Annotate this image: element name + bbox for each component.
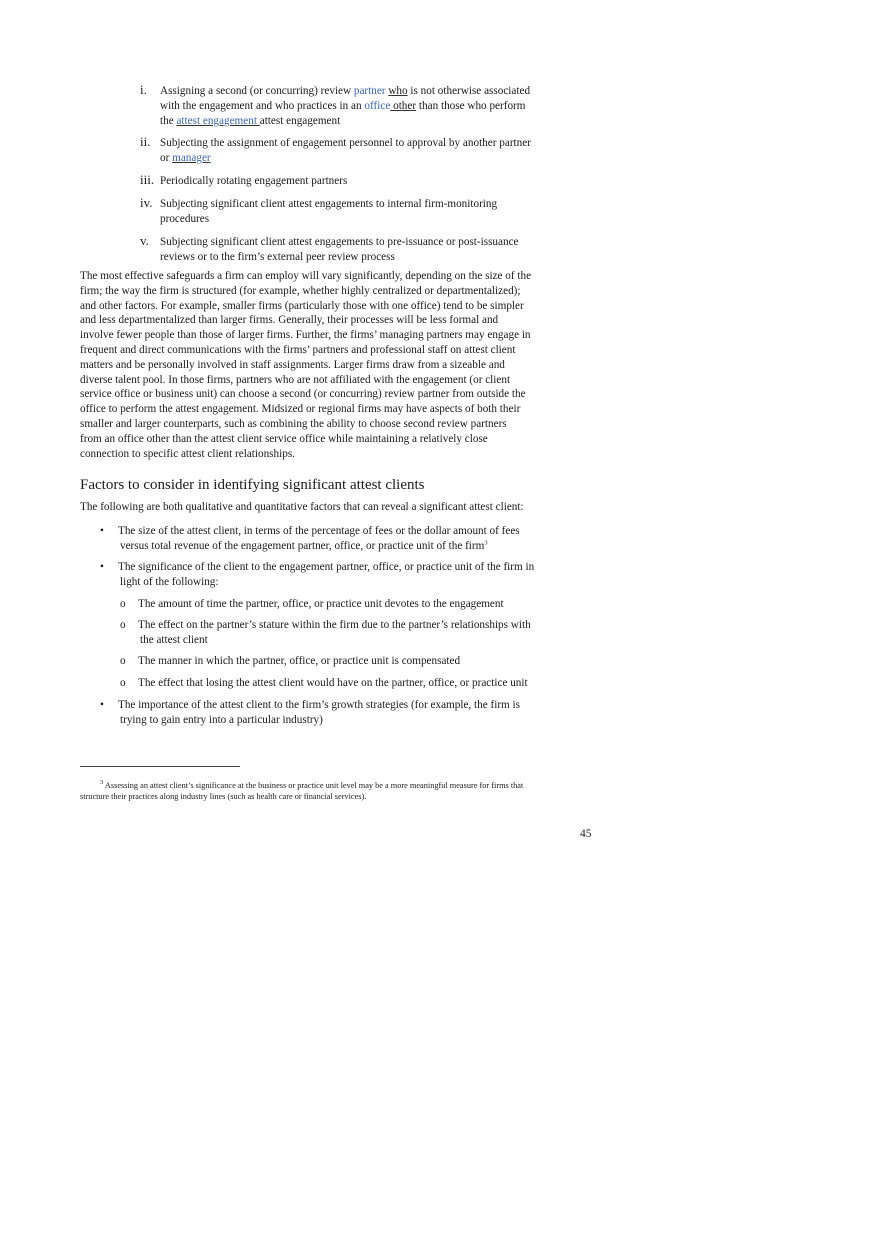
roman-text-line2: or manager	[140, 151, 560, 166]
roman-numeral: iv.	[140, 195, 153, 210]
footnote-divider	[80, 766, 240, 767]
sub-item: o The effect that losing the attest client would have on the partner, office, or practice unit	[120, 677, 528, 689]
link-attest-engagement[interactable]: attest engagement	[176, 115, 260, 127]
bullet-item: • The importance of the attest client to the firm’s growth strategies (for example, the firm is trying to gain entry into a particular industry)	[100, 699, 521, 726]
sub-item: o The manner in which the partner, office, or practice unit is compensated	[120, 655, 461, 667]
sub-item: o The amount of time the partner, office, or practice unit devotes to the engagement	[120, 598, 504, 610]
bullet-marker: •	[100, 699, 104, 711]
sub-marker: o	[120, 598, 126, 610]
sub-marker: o	[120, 619, 126, 631]
roman-text: Assigning a second (or concurring) review partner who is not otherwise associated	[160, 85, 531, 97]
footnote-number: 3	[100, 779, 104, 787]
roman-item-i	[140, 82, 560, 129]
bullet-marker: •	[100, 525, 104, 537]
roman-numeral: v.	[140, 233, 149, 248]
section-heading: Factors to consider in identifying significant attest clients	[80, 477, 425, 493]
body-paragraph: The most effective safeguards a firm can employ will vary significantly, depending on the size of the firm; the way the firm is structured (for example, whether highly centralized or departmentalized); and other factors. For example, smaller firms (particularly those with one office) tend to be simpler and less departmentalized than larger firms. Generally, their processes will be less formal and involve fewer people than those of larger firms. Further, the firms’ managing partners may engage in frequent and direct communications with the firms’ partners and professional staff on attest client matters and be personally involved in staff assignments. Larger firms draw from a sizeable and diverse talent pool. In those firms, partners who are not affiliated with the engagement (or client service office or business unit) can choose a second (or concurring) review partner from outside the office to perform the attest engagement. Midsized or regional firms may have aspects of both their smaller and larger counterparts, such as combining the ability to choose second review partners from an office other than the attest client service office while maintaining a relatively close connection to specific attest client relationships.	[80, 270, 532, 460]
footnote: $^3$ Assessing an attest client’s significance at the business or practice unit level may be a more meaningful measure for firms that structure their practices along industry lines (such as health care or financial services).	[80, 779, 524, 801]
footnote-ref[interactable]: 3	[484, 539, 488, 547]
roman-text-line2: with the engagement and who practices in an office other than those who perform	[160, 100, 526, 112]
roman-item-v: v. Subjecting significant client attest engagements to pre-issuance or post-issuance reviews or to the firm’s external peer review process	[140, 233, 519, 263]
roman-item-iii: iii. Periodically rotating engagement partners	[140, 172, 348, 187]
link-partner[interactable]: partner	[353, 85, 386, 97]
link-manager[interactable]: manager	[172, 152, 211, 164]
page-number: 45	[580, 828, 592, 840]
sub-item: o The effect on the partner’s stature within the firm due to the partner’s relationships with the attest client	[120, 619, 531, 646]
underlined-other: other	[390, 100, 417, 112]
bullet-item: • The significance of the client to the engagement partner, office, or practice unit of the firm in light of the following:	[100, 561, 535, 588]
roman-numeral: iii.	[140, 172, 155, 187]
sub-marker: o	[120, 677, 126, 689]
bullet-item: • The size of the attest client, in terms of the percentage of fees or the dollar amount of fees versus total revenue of the engagement partner, office, or practice unit of the firm$^3$	[100, 525, 520, 552]
bullet-marker: •	[100, 561, 104, 573]
roman-numeral: i.	[140, 82, 147, 97]
roman-item-ii: ii. Subjecting the assignment of engagement personnel to approval by another partner or manager	[140, 134, 560, 166]
underlined-who: who	[388, 85, 408, 97]
roman-item-iv: iv. Subjecting significant client attest engagements to internal firm-monitoring procedures	[140, 195, 498, 225]
link-office[interactable]: office	[364, 100, 391, 112]
roman-text-line3: the attest engagement attest engagement	[160, 115, 341, 127]
section-intro: The following are both qualitative and quantitative factors that can reveal a significant attest client:	[80, 501, 524, 513]
roman-numeral: ii.	[140, 134, 151, 149]
sub-marker: o	[120, 655, 126, 667]
